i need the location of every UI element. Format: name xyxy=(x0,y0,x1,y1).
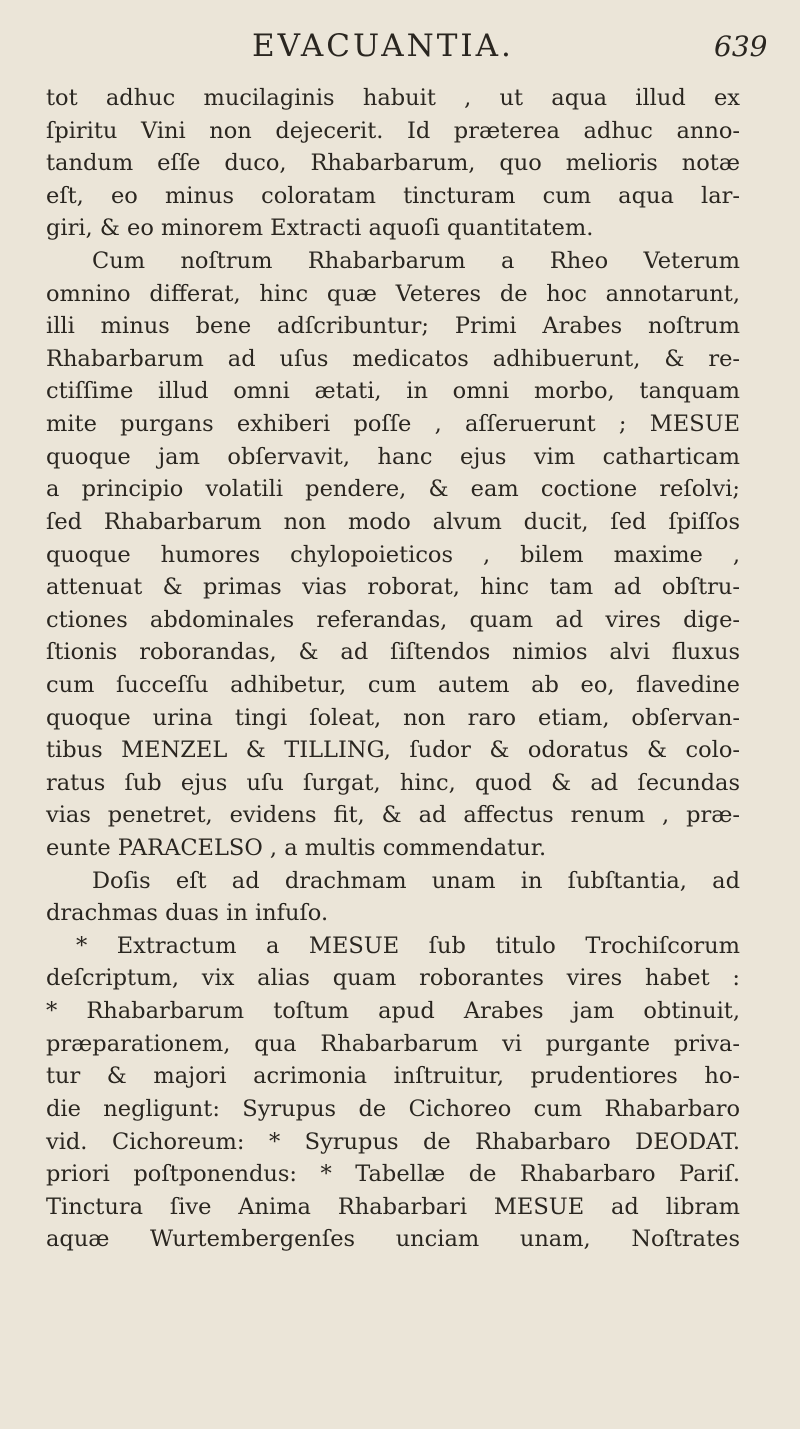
text-line: ctiones abdominales referandas, quam ad vires dige- xyxy=(46,606,740,633)
text-line: giri, & eo minorem Extracti aquoſi quantitatem. xyxy=(46,215,594,242)
text-line: quoque jam obſervavit, hanc ejus vim catharticam xyxy=(46,443,740,470)
text-line: mite purgans exhiberi poſſe , aſſeruerunt ; MESUE xyxy=(46,411,740,438)
text-line: tandum eſſe duco, Rhabarbarum, quo melioris notæ xyxy=(46,150,740,177)
text-line: Tinctura ſive Anima Rhabarbari MESUE ad libram xyxy=(46,1193,740,1220)
text-line: aquæ Wurtembergenſes unciam unam, Noſtrates xyxy=(46,1226,740,1253)
text-line: eſt, eo minus coloratam tincturam cum aqua lar- xyxy=(46,182,740,209)
text-line: quoque urina tingi ſoleat, non raro etiam, obſervan- xyxy=(46,704,740,731)
text-line: ſed Rhabarbarum non modo alvum ducit, ſed ſpiſſos xyxy=(46,508,740,535)
text-line: ctiſſime illud omni ætati, in omni morbo, tanquam xyxy=(46,378,740,405)
text-line: drachmas duas in infuſo. xyxy=(46,900,329,927)
text-line: omnino differat, hinc quæ Veteres de hoc annotarunt, xyxy=(46,280,740,307)
text-line: cum ſucceſſu adhibetur, cum autem ab eo, flavedine xyxy=(46,671,740,698)
text-line: deſcriptum, vix alias quam roborantes vires habet : xyxy=(46,965,740,992)
text-line: * Rhabarbarum toſtum apud Arabes jam obtinuit, xyxy=(46,998,740,1025)
running-head xyxy=(0,28,800,78)
text-line: vias penetret, evidens fit, & ad affectus renum , præ- xyxy=(46,802,740,829)
text-line: Cum noſtrum Rhabarbarum a Rheo Veterum xyxy=(92,248,740,275)
text-line: die negligunt: Syrupus de Cichoreo cum Rhabarbaro xyxy=(46,1095,740,1122)
text-line: præparationem, qua Rhabarbarum vi purgante priva- xyxy=(46,1030,740,1057)
text-line: a principio volatili pendere, & eam coctione reſolvi; xyxy=(46,476,740,503)
running-title: EVACUANTIA. xyxy=(252,28,514,64)
text-line: priori poſtponendus: * Tabellæ de Rhabarbaro Pariſ. xyxy=(46,1161,740,1188)
text-line: attenuat & primas vias roborat, hinc tam ad obſtru- xyxy=(46,574,740,601)
text-line: ſpiritu Vini non dejecerit. Id præterea adhuc anno- xyxy=(46,117,740,144)
text-line: eunte PARACELSO , a multis commendatur. xyxy=(46,835,547,862)
text-line: * Extractum a MESUE ſub titulo Trochiſcorum xyxy=(76,932,740,959)
page-number: 639 xyxy=(714,30,768,63)
text-line: vid. Cichoreum: * Syrupus de Rhabarbaro DEODAT. xyxy=(46,1128,740,1155)
text-line: illi minus bene adſcribuntur; Primi Arabes noſtrum xyxy=(46,313,740,340)
text-line: tibus MENZEL & TILLING, ſudor & odoratus & colo- xyxy=(46,737,740,764)
text-line: ſtionis roborandas, & ad ſiſtendos nimios alvi fluxus xyxy=(46,639,740,666)
text-line: Doſis eſt ad drachmam unam in ſubſtantia, ad xyxy=(92,867,740,894)
text-line: quoque humores chylopoieticos , bilem maxime , xyxy=(46,541,740,568)
text-line: Rhabarbarum ad uſus medicatos adhibuerunt, & re- xyxy=(46,345,740,372)
text-line: tot adhuc mucilaginis habuit , ut aqua illud ex xyxy=(46,85,740,111)
text-line: tur & majori acrimonia inſtruitur, prudentiores ho- xyxy=(46,1063,740,1090)
text-line: ratus ſub ejus uſu ſurgat, hinc, quod & ad ſecundas xyxy=(46,769,740,796)
body-text xyxy=(46,82,740,1256)
